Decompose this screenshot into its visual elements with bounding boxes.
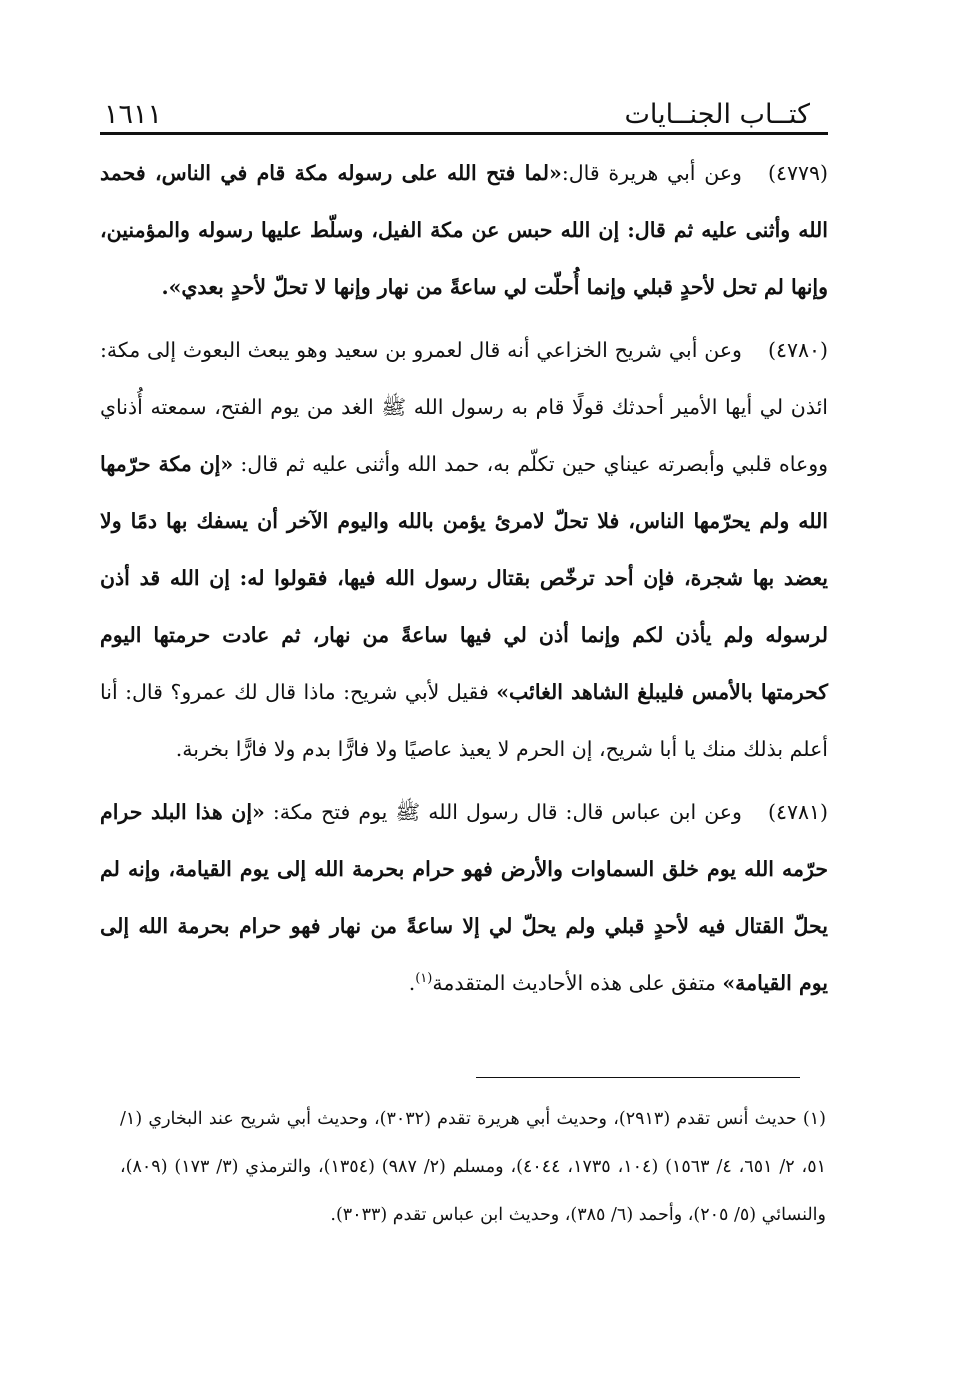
hadith-number: (٤٧٧٩)	[767, 161, 828, 185]
hadith-number: (٤٧٨١)	[767, 800, 828, 824]
hadith-4780	[100, 322, 828, 778]
hadith-after: فقيل لأبي شريح: ماذا قال لك عمرو؟ قال: أنا أعلم بذلك منك يا أبا شريح، إن الحرم لا يعيذ عاصيًا ولا فارًّا بدم ولا فارًّا بخربة.	[100, 680, 828, 761]
book-title: كتــاب الجنــايات	[624, 99, 810, 130]
page-number: ١٦١١	[104, 99, 163, 130]
hadith-text: «إن مكة حرّمها الله ولم يحرّمها الناس، فلا تحلّ لامرئ يؤمن بالله واليوم الآخر أن يسفك بها دمًا ولا يعضد بها شجرة، فإن أحد ترخّص بقتال رسول الله فيها، فقولوا له: إن الله قد أذن لرسوله ولم يأذن لكم وإنما أذن لي فيها ساعةً من نهار، ثم عادت حرمتها اليوم كحرمتها بالأمس فليبلغ الشاهد الغائب»	[100, 452, 828, 704]
header-rule	[100, 132, 828, 135]
main-text	[100, 145, 828, 1012]
hadith-text: «لما فتح الله على رسوله مكة قام في الناس، فحمد الله وأثنى عليه ثم قال: إن الله حبس عن مكة الفيل، وسلّط عليها رسوله والمؤمنين، وإنها لم تحل لأحدٍ قبلي وإنما أُحلّت لي ساعةً من نهار وإنها لا تحلّ لأحدٍ بعدي».	[100, 161, 828, 299]
footnotes	[120, 1095, 826, 1239]
hadith-text: «إن هذا البلد حرام حرّمه الله يوم خلق السماوات والأرض فهو حرام بحرمة الله إلى يوم القيامة، وإنه لم يحلّ القتال فيه لأحدٍ قبلي ولم يحلّ لي إلا ساعةً من نهار فهو حرام بحرمة الله إلى يوم القيامة»	[100, 800, 828, 995]
hadith-4781	[100, 784, 828, 1012]
hadith-end: .	[408, 971, 416, 995]
hadith-number: (٤٧٨٠)	[767, 338, 828, 362]
page	[100, 84, 828, 1018]
hadith-intro: وعن ابن عباس قال: قال رسول الله ﷺ يوم فتح مكة:	[264, 800, 742, 824]
footnote-1: (١) حديث أنس تقدم (٢٩١٣)، وحديث أبي هريرة تقدم (٣٠٣٢)، وحديث أبي شريح عند البخاري (١/ ٥١، ٢/ ٦٥١، ٤/ ١٥٦٣) (١٠٤، ١٧٣٥، ٤٠٤٤)، ومسلم (٢/ ٩٨٧) (١٣٥٤)، والترمذي (٣/ ١٧٣) (٨٠٩)، والنسائي (٥/ ٢٠٥)، وأحمد (٦/ ٣٨٥)، وحديث ابن عباس تقدم (٣٠٣٣).	[120, 1109, 827, 1225]
hadith-intro: وعن أبي هريرة قال:	[561, 161, 742, 185]
footnote-reference[interactable]: (١)	[415, 971, 433, 987]
hadith-after: متفق على هذه الأحاديث المتقدمة	[432, 971, 723, 995]
hadith-intro: وعن أبي شريح الخزاعي أنه قال لعمرو بن سعيد وهو يبعث البعوث إلى مكة: ائذن لي أيها الأمير أحدثك قولًا قام به رسول الله ﷺ الغد من يوم الفتح، سمعته أُذناي ووعاه قلبي وأبصرته عيناي حين تكلّم به، حمد الله وأثنى عليه ثم قال:	[100, 338, 828, 476]
hadith-4779	[100, 145, 828, 316]
footnote-separator	[476, 1077, 800, 1078]
running-header	[100, 84, 828, 128]
